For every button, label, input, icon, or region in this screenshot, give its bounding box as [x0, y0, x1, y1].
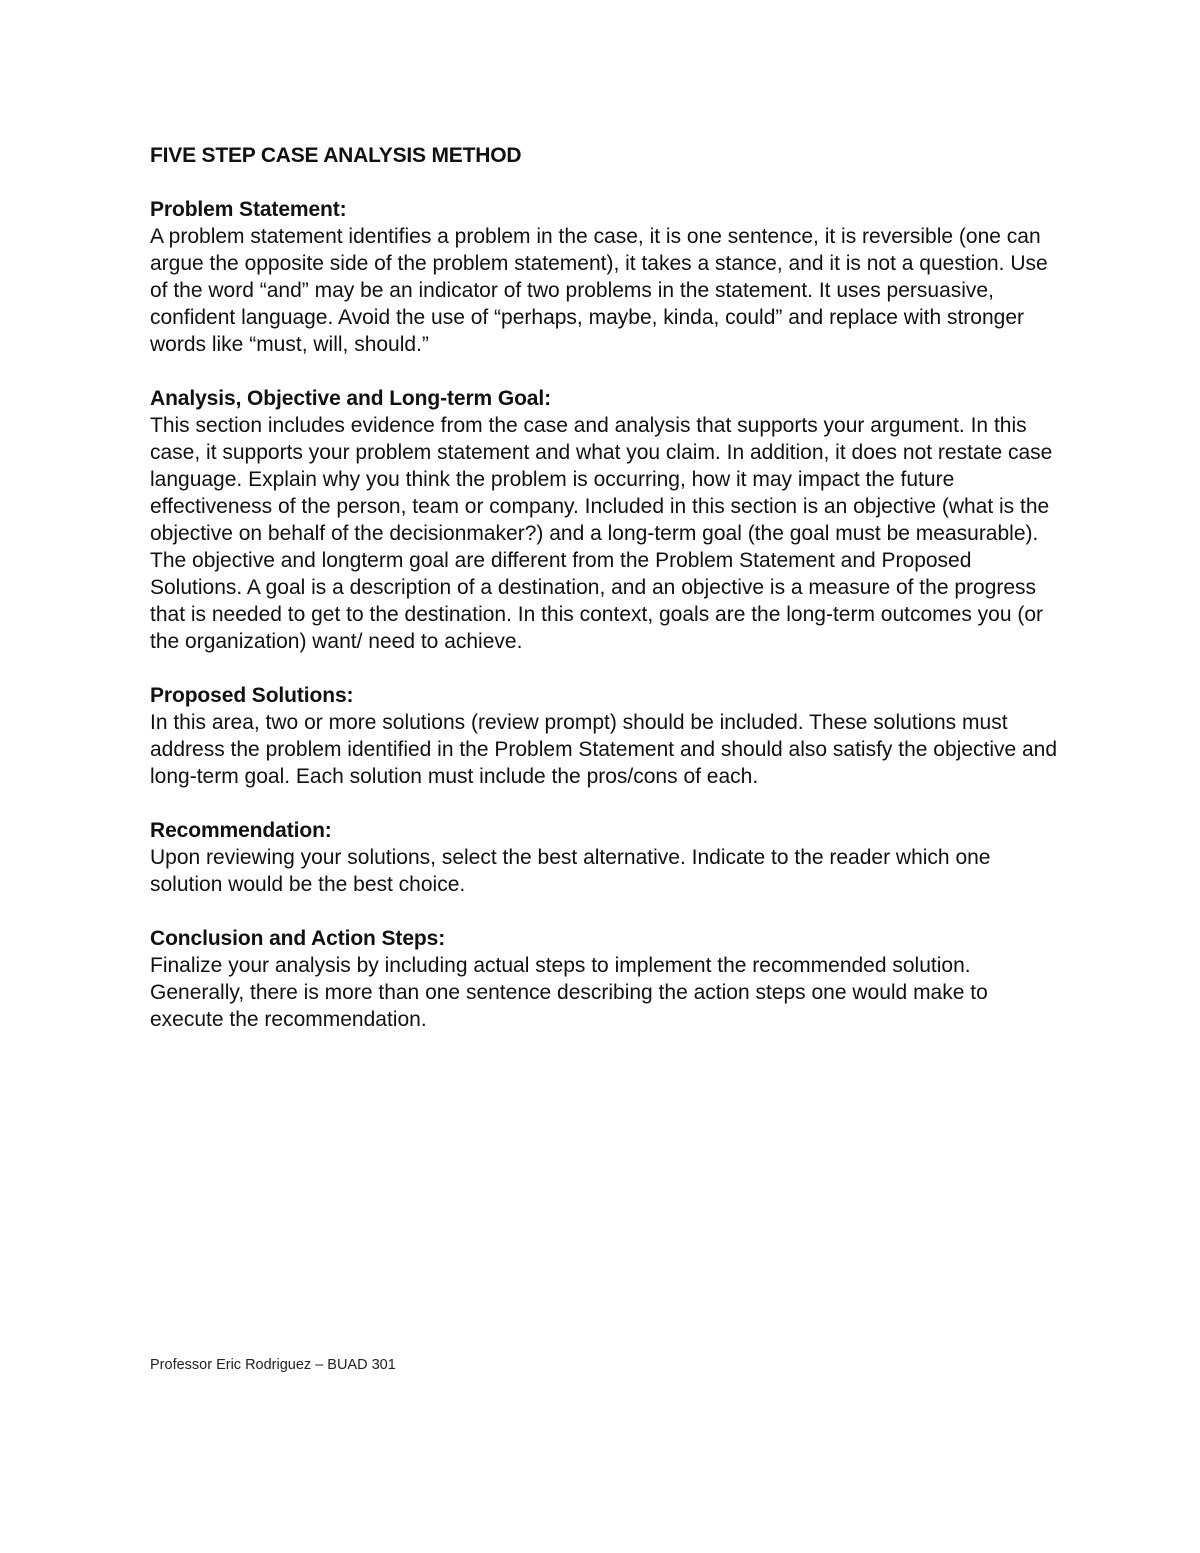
section-heading: Conclusion and Action Steps: — [150, 927, 446, 950]
document-title: FIVE STEP CASE ANALYSIS METHOD — [150, 144, 522, 167]
section-analysis — [150, 385, 1060, 655]
section-body: In this area, two or more solutions (review prompt) should be included. These solutions must address the problem identified in the Problem Statement and should also satisfy the objective and long-term goal. Each solution must include the pros/cons of each. — [150, 711, 1058, 788]
section-conclusion — [150, 925, 1060, 1033]
section-body: This section includes evidence from the case and analysis that supports your argument. In this case, it supports your problem statement and what you claim. In addition, it does not restate case language. Explain why you think the problem is occurring, how it may impact the future effectiveness of the person, team or company. Included in this section is an objective (what is the objective on behalf of the decisionmaker?) and a long-term goal (the goal must be measurable). The objective and longterm goal are different from the Problem Statement and Proposed Solutions. A goal is a description of a destination, and an objective is a measure of the progress that is needed to get to the destination. In this context, goals are the long-term outcomes you (or the organization) want/ need to achieve. — [150, 414, 1053, 653]
section-heading: Problem Statement: — [150, 198, 347, 221]
section-body: A problem statement identifies a problem in the case, it is one sentence, it is reversible (one can argue the opposite side of the problem statement), it takes a stance, and it is not a question. Use of the word “and” may be an indicator of two problems in the statement. It uses persuasive, confident language. Avoid the use of “perhaps, maybe, kinda, could” and replace with stronger words like “must, will, should.” — [150, 225, 1048, 356]
page-footer: Professor Eric Rodriguez – BUAD 301 — [150, 1357, 396, 1373]
section-body: Finalize your analysis by including actual steps to implement the recommended solution. Generally, there is more than one sentence describing the action steps one would make to execute the recommendation. — [150, 954, 988, 1031]
section-recommendation — [150, 817, 1060, 898]
section-heading: Recommendation: — [150, 819, 332, 842]
section-body: Upon reviewing your solutions, select the best alternative. Indicate to the reader which one solution would be the best choice. — [150, 846, 991, 896]
section-proposed-solutions — [150, 682, 1060, 790]
section-heading: Analysis, Objective and Long-term Goal: — [150, 387, 552, 410]
section-heading: Proposed Solutions: — [150, 684, 354, 707]
document-content — [150, 142, 1060, 1060]
section-problem-statement — [150, 196, 1060, 358]
